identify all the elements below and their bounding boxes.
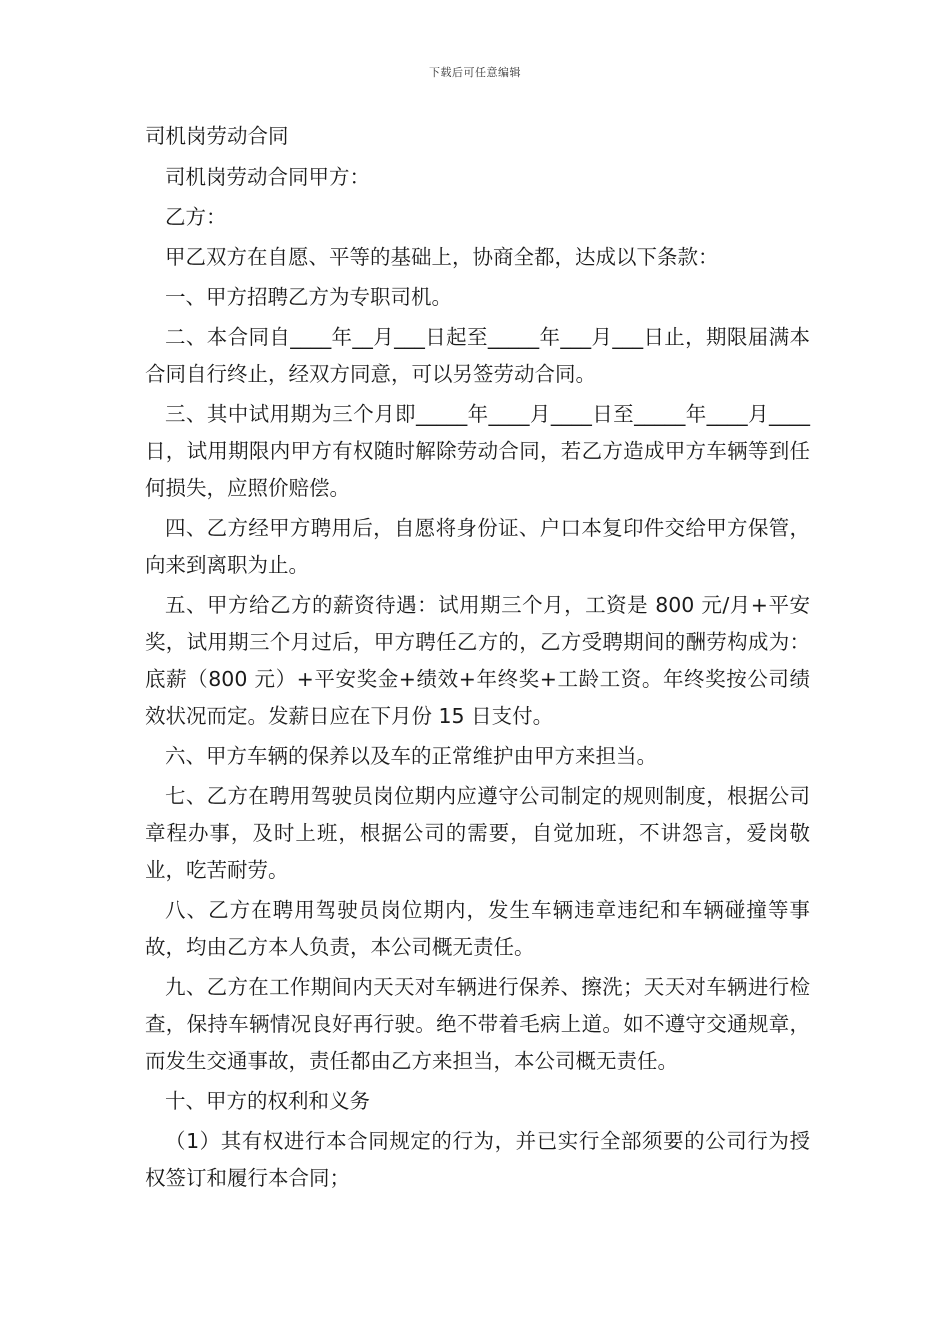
- party-a-line: 司机岗劳动合同甲方：: [165, 165, 370, 189]
- clause-4: 四、乙方经甲方聘用后，自愿将身份证、户口本复印件交给甲方保管，向来到离职为止。: [145, 516, 810, 577]
- clause-10-item-1: （1）其有权进行本合同规定的行为，并已实行全部须要的公司行为授权签订和履行本合同；: [145, 1129, 810, 1190]
- clause-6: 六、甲方车辆的保养以及车的正常维护由甲方来担当。: [165, 744, 657, 768]
- page-header-note: 下载后可任意编辑: [429, 66, 521, 79]
- preamble-paragraph: 甲乙双方在自愿、平等的基础上，协商全都，达成以下条款：: [165, 245, 719, 269]
- clause-7: 七、乙方在聘用驾驶员岗位期内应遵守公司制定的规则制度，根据公司章程办事，及时上班，根据公司的需要，自觉加班，不讲怨言，爱岗敬业，吃苦耐劳。: [145, 784, 810, 882]
- clause-8: 八、乙方在聘用驾驶员岗位期内，发生车辆违章违纪和车辆碰撞等事故，均由乙方本人负责，本公司概无责任。: [145, 898, 810, 959]
- clause-5: 五、甲方给乙方的薪资待遇：试用期三个月，工资是 800 元/月+平安奖，试用期三个月过后，甲方聘任乙方的，乙方受聘期间的酬劳构成为：底薪（800 元）+平安奖金+绩效+年终奖+工龄工资。年终奖按公司绩效状况而定。发薪日应在下月份 15 日支付。: [145, 593, 810, 728]
- clause-9: 九、乙方在工作期间内天天对车辆进行保养、擦洗；天天对车辆进行检查，保持车辆情况良好再行驶。绝不带着毛病上道。如不遵守交通规章，而发生交通事故，责任都由乙方来担当，本公司概无责任。: [145, 975, 810, 1073]
- clause-2: 二、本合同自____年__月___日起至_____年___月___日止，期限届满本合同自行终止，经双方同意，可以另签劳动合同。: [145, 325, 810, 386]
- party-b-line: 乙方：: [165, 205, 227, 229]
- clause-1: 一、甲方招聘乙方为专职司机。: [165, 285, 452, 309]
- clause-10-heading: 十、甲方的权利和义务: [165, 1089, 370, 1113]
- clause-3: 三、其中试用期为三个月即_____年____月____日至_____年____月____日，试用期限内甲方有权随时解除劳动合同，若乙方造成甲方车辆等到任何损失，应照价赔偿。: [145, 402, 810, 500]
- contract-body: [145, 118, 810, 1198]
- document-title: 司机岗劳动合同: [145, 124, 289, 148]
